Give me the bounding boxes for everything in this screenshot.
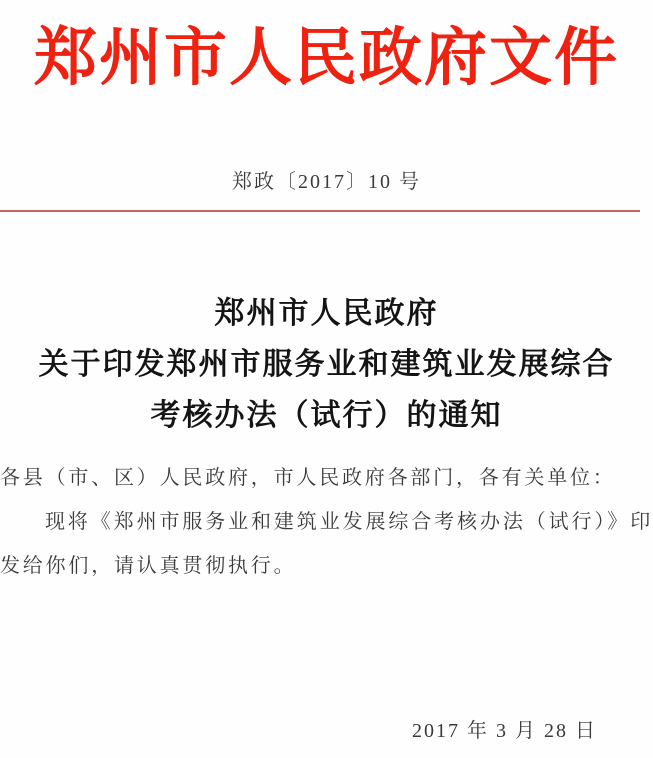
salutation-line: 各县（市、区）人民政府，市人民政府各部门，各有关单位： xyxy=(0,467,616,489)
notice-body xyxy=(0,441,653,588)
notice-title-line3: 考核办法（试行）的通知 xyxy=(150,399,503,432)
doc-number: 郑政〔2017〕10 号 xyxy=(232,171,421,193)
notice-title xyxy=(0,212,653,441)
document-main xyxy=(0,212,653,746)
document-date: 2017 年 3 月 28 日 xyxy=(412,720,597,742)
masthead-title: 郑州市人民政府文件 xyxy=(34,23,619,93)
body-paragraph: 现将《郑州市服务业和建筑业发展综合考核办法（试行）》印发给你们，请认真贯彻执行。 xyxy=(0,511,653,577)
notice-title-line2: 关于印发郑州市服务业和建筑业发展综合 xyxy=(38,348,615,381)
notice-title-line1: 郑州市人民政府 xyxy=(214,297,439,330)
document-masthead xyxy=(0,0,653,212)
